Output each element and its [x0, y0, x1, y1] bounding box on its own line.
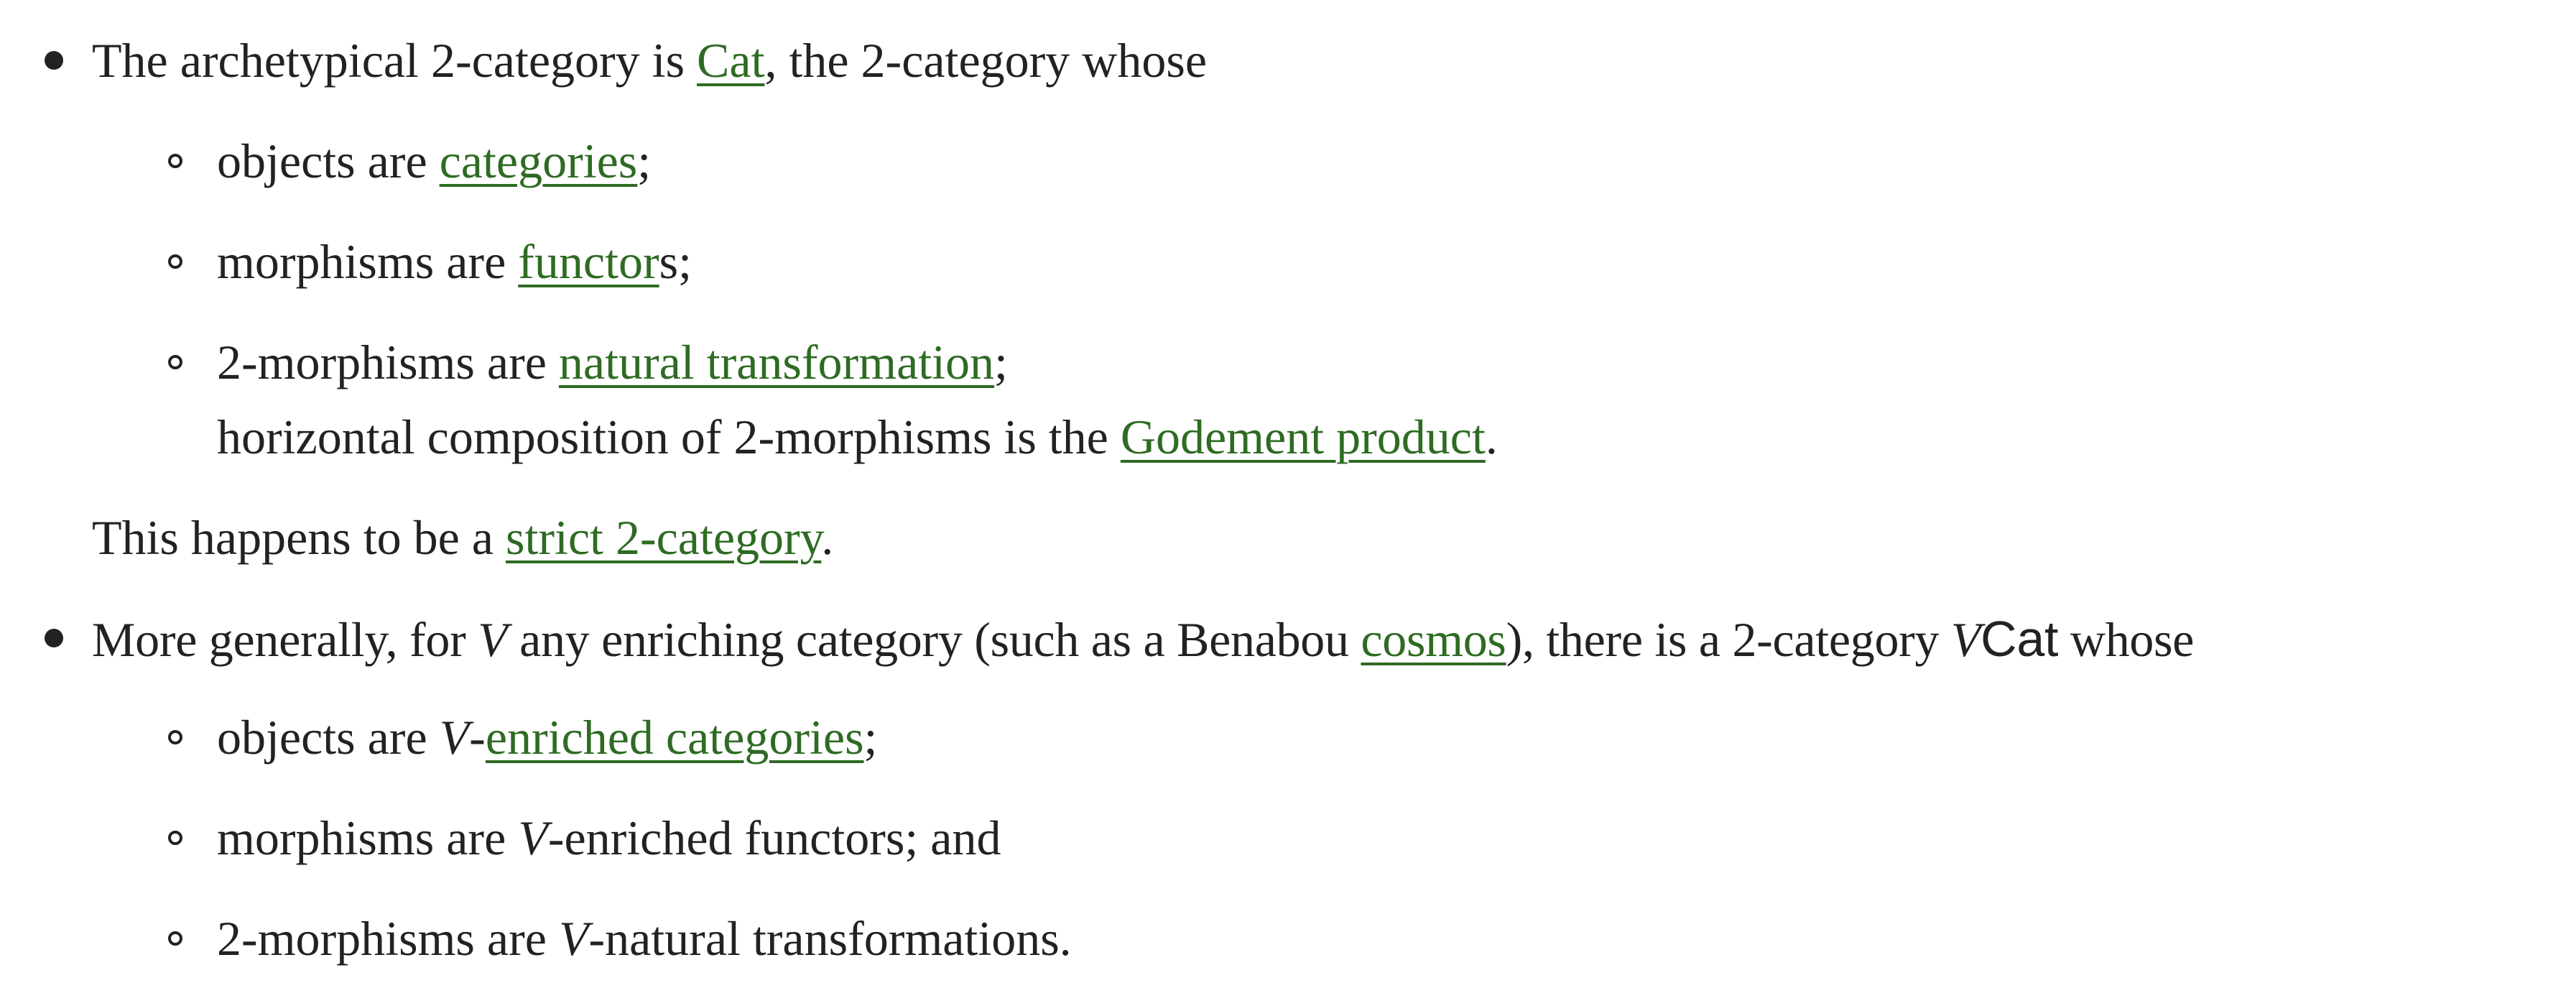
- math-cat: Cat: [1980, 611, 2059, 667]
- list-item-cat: [92, 33, 1208, 88]
- bullet-circle-icon: [168, 831, 182, 845]
- link-strict-2-category[interactable]: strict 2-category: [505, 510, 822, 565]
- link-cosmos[interactable]: cosmos: [1361, 612, 1506, 667]
- item-text: -enriched functors; and: [547, 811, 1001, 865]
- item-text: whose: [2058, 612, 2195, 667]
- bullet-disc-icon: [45, 51, 63, 70]
- link-natural-transformation[interactable]: natural transformation: [558, 335, 995, 389]
- item-text: -natural transformations.: [588, 911, 1072, 966]
- sub-item-horizontal-composition: [217, 410, 1498, 464]
- item-text: The archetypical 2-category is: [92, 33, 698, 88]
- link-categories[interactable]: categories: [439, 134, 638, 188]
- strict-note: [92, 510, 834, 565]
- item-text: This happens to be a: [92, 510, 506, 565]
- item-text: ;: [994, 335, 1008, 389]
- item-text: any enriching category (such as a Benabou: [507, 612, 1361, 667]
- item-text: s;: [659, 234, 692, 289]
- bullet-circle-icon: [168, 355, 182, 369]
- sub-item-2-morphisms: [217, 335, 1008, 389]
- item-text: 2-morphisms are: [217, 335, 559, 389]
- math-v: V: [1950, 612, 1981, 667]
- sub-item-enriched-morphisms: [217, 811, 1001, 865]
- math-v: V: [439, 710, 470, 765]
- item-text: .: [1485, 410, 1498, 464]
- sub-item-morphisms: [217, 234, 692, 289]
- item-text: .: [821, 510, 834, 565]
- item-text: morphisms are: [217, 811, 519, 865]
- link-enriched-categories[interactable]: enriched categories: [485, 710, 864, 765]
- item-text: -: [469, 710, 486, 765]
- bullet-disc-icon: [45, 629, 63, 647]
- item-text: ), there is a 2-category: [1506, 612, 1951, 667]
- item-text: ;: [637, 134, 652, 188]
- item-text: objects are: [217, 134, 440, 188]
- math-v: V: [518, 811, 548, 865]
- bullet-circle-icon: [168, 154, 182, 168]
- item-text: , the 2-category whose: [764, 33, 1208, 88]
- sub-item-enriched-objects: [217, 710, 878, 765]
- bullet-circle-icon: [168, 730, 182, 744]
- item-text: 2-morphisms are: [217, 911, 559, 966]
- item-text: horizontal composition of 2-morphisms is the: [217, 410, 1121, 464]
- item-text: ;: [863, 710, 878, 765]
- list-item-vcat: [92, 611, 2195, 667]
- math-v: V: [558, 911, 589, 966]
- item-text: objects are: [217, 710, 440, 765]
- item-text: morphisms are: [217, 234, 519, 289]
- link-cat[interactable]: Cat: [697, 33, 765, 88]
- item-text: More generally, for: [92, 612, 478, 667]
- sub-item-objects: [217, 134, 652, 188]
- math-v: V: [478, 612, 508, 667]
- bullet-circle-icon: [168, 931, 182, 946]
- link-functor[interactable]: functor: [518, 234, 659, 289]
- bullet-circle-icon: [168, 254, 182, 269]
- link-godement-product[interactable]: Godement product: [1120, 410, 1486, 464]
- sub-item-enriched-2-morphisms: [217, 911, 1072, 966]
